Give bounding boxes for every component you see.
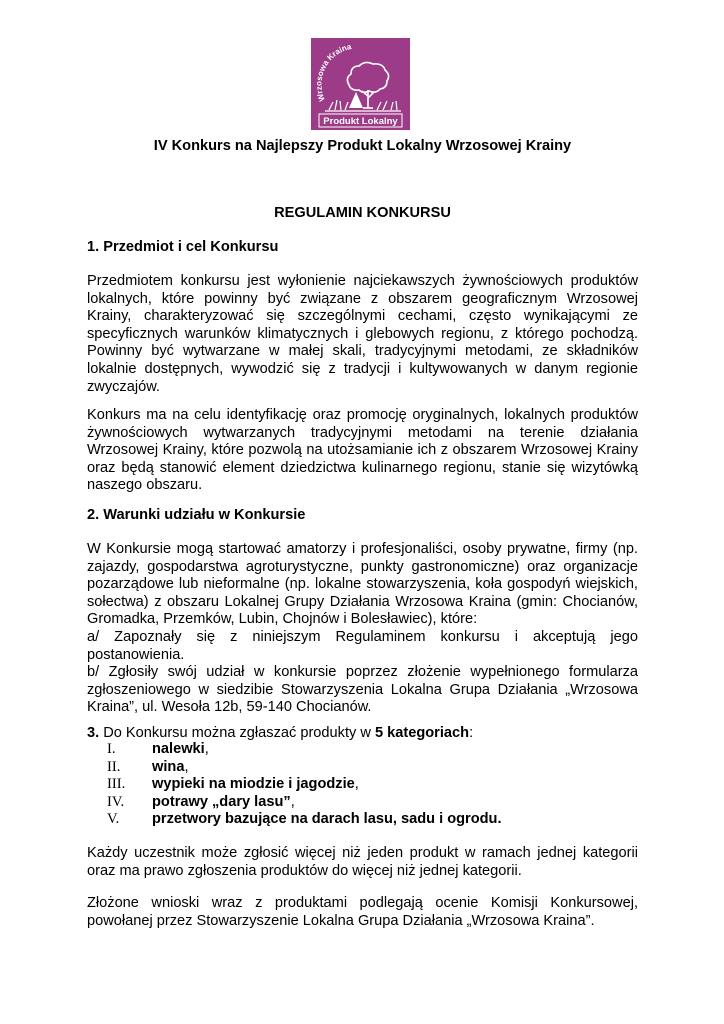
category-name: wina	[152, 758, 185, 775]
category-name: przetwory bazujące na darach lasu, sadu i ogrodu.	[152, 811, 502, 828]
section-3-number: 3.	[87, 725, 100, 741]
text-line: żywnościowych wytwarzanych tradycyjnymi metodami na terenie działania	[87, 424, 638, 441]
text-line: powołanej przez Stowarzyszenie Lokalna Grupa Działania „Wrzosowa Kraina”.	[87, 912, 595, 929]
category-tail: ,	[290, 793, 295, 810]
text-line: Gromadka, Przemków, Lubin, Chojnów i Bolesławiec), które:	[87, 611, 478, 628]
section-3-intro-end: :	[469, 725, 474, 741]
text-line: naszego obszaru.	[87, 477, 203, 494]
list-numeral: IV.	[107, 793, 125, 810]
document-title: IV Konkurs na Najlepszy Produkt Lokalny Wrzosowej Krainy	[153, 138, 572, 154]
condition-b-line: zgłoszeniowego w siedzibie Stowarzyszenia Lokalna Grupa Działania „Wrzosowa	[87, 681, 638, 698]
list-item	[87, 794, 638, 812]
logo-label: Produkt Lokalny	[323, 116, 398, 127]
text-line: lokalnie dostępnych, wywodzić się z tradycji i kultywowanych w danym regionie	[87, 360, 638, 377]
list-numeral: III.	[107, 776, 126, 793]
text-line: Złożone wnioski wraz z produktami podlegają ocenie Komisji Konkursowej,	[87, 895, 638, 911]
condition-a-line: postanowienia.	[87, 646, 185, 663]
section-1-paragraph-1	[87, 273, 638, 396]
text-line: Przedmiotem konkursu jest wyłonienie najciekawszych żywnościowych produktów	[87, 273, 638, 289]
section-3-intro-text: Do Konkursu można zgłaszać produkty w	[99, 725, 375, 741]
text-line: Krainy, charakteryzować się szczególnymi cechami, często wynikającymi ze	[87, 308, 638, 325]
text-line: Powinny być wytwarzane w małej skali, tradycyjnymi metodami, ze składników	[87, 343, 638, 360]
section-3-intro	[87, 725, 638, 743]
section-3-paragraph-commission	[87, 895, 638, 930]
list-numeral: II.	[107, 758, 121, 775]
logo-arc-text: Wrzosowa Kraina	[314, 42, 353, 103]
section-2-paragraph	[87, 541, 638, 717]
text-line: specyficznych warunków klimatycznych i glebowych regionu, z którego pochodzą.	[87, 325, 638, 342]
section-3-paragraph-each	[87, 845, 638, 880]
text-line: Wrzosowej Krainy, które pozwolą na utożsamianie ich z obszarem Wrzosowej Krainy	[87, 442, 638, 459]
text-line: Każdy uczestnik może zgłosić więcej niż jeden produkt w ramach jednej kategorii	[87, 845, 638, 861]
text-line: W Konkursie mogą startować amatorzy i profesjonaliści, osoby prywatne, firmy (np.	[87, 541, 638, 557]
text-line: zajazdy, gospodarstwa agroturystyczne, punkty gastronomiczne) oraz organizacje	[87, 558, 638, 575]
text-line: oraz będą stanowić element dziedzictwa kulinarnego regionu, stanie się wizytówką	[87, 459, 638, 476]
category-name: potrawy „dary lasu”	[152, 793, 291, 810]
produkt-lokalny-logo	[311, 38, 410, 130]
category-name: nalewki	[152, 741, 205, 757]
condition-b-line: b/ Zgłosiły swój udział w konkursie poprzez złożenie wypełnionego formularza	[87, 664, 638, 681]
condition-a-line: a/ Zapoznały się z niniejszym Regulaminem konkursu i akceptują jego	[87, 628, 638, 645]
condition-b-line: Kraina”, ul. Wesoła 12b, 59-140 Chocianów.	[87, 699, 372, 716]
text-line: oraz ma prawo zgłoszenia produktów do więcej niż jednej kategorii.	[87, 862, 522, 879]
category-name: wypieki na miodzie i jagodzie	[152, 776, 355, 793]
list-item	[87, 741, 638, 759]
text-line: lokalnych, które powinny być związane z obszarem geograficznym Wrzosowej	[87, 290, 638, 307]
text-line: sołectwa) z obszaru Lokalnej Grupy Działania Wrzosowa Kraina (gmin: Chocianów,	[87, 593, 638, 610]
rules-title: REGULAMIN KONKURSU	[274, 205, 451, 221]
category-tail: ,	[354, 776, 359, 793]
list-numeral: I.	[107, 741, 116, 757]
list-item	[87, 776, 638, 794]
list-numeral: V.	[107, 811, 120, 828]
text-line: Konkurs ma na celu identyfikację oraz promocję oryginalnych, lokalnych produktów	[87, 407, 638, 423]
section-1-heading: 1. Przedmiot i cel Konkursu	[87, 239, 279, 255]
list-item	[87, 811, 638, 829]
section-2-heading: 2. Warunki udziału w Konkursie	[87, 507, 306, 523]
list-item	[87, 759, 638, 777]
text-line: zwyczajów.	[87, 378, 160, 395]
section-3-intro-bold: 5 kategoriach	[374, 725, 470, 741]
category-list	[87, 741, 638, 829]
text-line: pozarządowe lub nieformalne (np. lokalne stowarzyszenia, koła gospodyń wiejskich,	[87, 576, 638, 593]
section-1-paragraph-2	[87, 407, 638, 495]
category-tail: ,	[184, 758, 189, 775]
category-tail: ,	[204, 741, 209, 757]
